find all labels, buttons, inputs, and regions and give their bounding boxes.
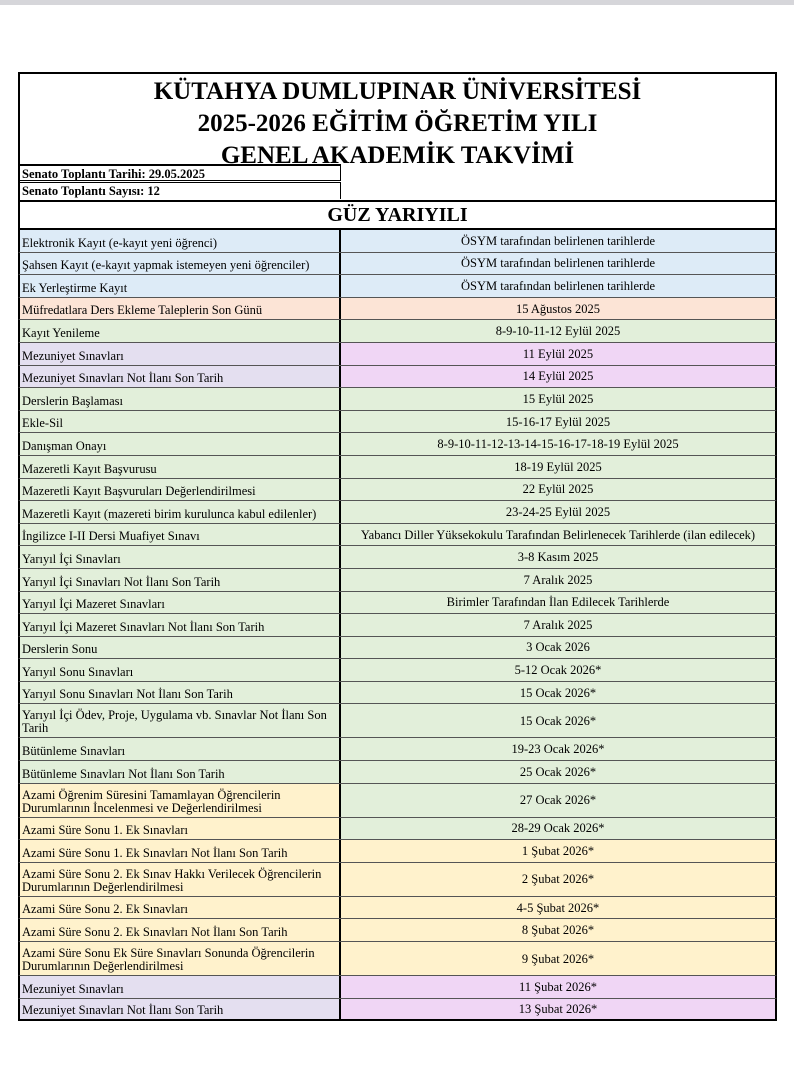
term-title: GÜZ YARIYILI (18, 200, 777, 230)
table-row (18, 230, 777, 253)
date-cell: 27 Ocak 2026* (341, 784, 775, 817)
date-cell: ÖSYM tarafından belirlenen tarihlerde (341, 230, 775, 252)
date-cell: ÖSYM tarafından belirlenen tarihlerde (341, 275, 775, 297)
event-cell: Şahsen Kayıt (e-kayıt yapmak istemeyen yeni öğrenciler) (20, 253, 341, 275)
date-cell: 15 Ocak 2026* (341, 704, 775, 737)
date-cell: 2 Şubat 2026* (341, 863, 775, 896)
event-cell: Mezuniyet Sınavları (20, 343, 341, 365)
event-cell: Azami Süre Sonu 2. Ek Sınavları (20, 897, 341, 919)
table-row (18, 999, 777, 1022)
table-row (18, 942, 777, 976)
event-cell: Mezuniyet Sınavları Not İlanı Son Tarih (20, 999, 341, 1020)
date-cell: 15 Ağustos 2025 (341, 298, 775, 320)
event-cell: Kayıt Yenileme (20, 320, 341, 342)
table-row (18, 524, 777, 547)
date-cell: 7 Aralık 2025 (341, 614, 775, 636)
event-cell: Derslerin Sonu (20, 637, 341, 659)
event-cell: Elektronik Kayıt (e-kayıt yeni öğrenci) (20, 230, 341, 252)
date-cell: 25 Ocak 2026* (341, 761, 775, 783)
table-row (18, 761, 777, 784)
table-row (18, 501, 777, 524)
table-row (18, 818, 777, 841)
date-cell: 9 Şubat 2026* (341, 942, 775, 975)
date-cell: 15 Ocak 2026* (341, 682, 775, 704)
date-cell: 15-16-17 Eylül 2025 (341, 411, 775, 433)
table-row (18, 659, 777, 682)
event-cell: Yarıyıl Sonu Sınavları Not İlanı Son Tarih (20, 682, 341, 704)
calendar-table (18, 230, 777, 1021)
date-cell: 15 Eylül 2025 (341, 388, 775, 410)
table-row (18, 366, 777, 389)
table-row (18, 411, 777, 434)
table-row (18, 897, 777, 920)
date-cell: 3-8 Kasım 2025 (341, 546, 775, 568)
date-cell: 28-29 Ocak 2026* (341, 818, 775, 840)
academic-year-title: 2025-2026 EĞİTİM ÖĞRETİM YILI (197, 110, 598, 137)
window-top-bar (0, 0, 794, 5)
table-row (18, 298, 777, 321)
table-row (18, 840, 777, 863)
event-cell: Azami Süre Sonu 1. Ek Sınavları Not İlanı Son Tarih (20, 840, 341, 862)
event-cell: Yarıyıl İçi Sınavları (20, 546, 341, 568)
event-cell: Müfredatlara Ders Ekleme Taleplerin Son Günü (20, 298, 341, 320)
event-cell: İngilizce I-II Dersi Muafiyet Sınavı (20, 524, 341, 546)
event-cell: Azami Süre Sonu 2. Ek Sınavları Not İlanı Son Tarih (20, 919, 341, 941)
event-cell: Yarıyıl İçi Mazeret Sınavları (20, 592, 341, 614)
university-title: KÜTAHYA DUMLUPINAR ÜNİVERSİTESİ (153, 78, 642, 105)
table-row (18, 456, 777, 479)
date-cell: 4-5 Şubat 2026* (341, 897, 775, 919)
date-cell: 8-9-10-11-12-13-14-15-16-17-18-19 Eylül 2025 (341, 433, 775, 455)
date-cell: 7 Aralık 2025 (341, 569, 775, 591)
event-cell: Danışman Onayı (20, 433, 341, 455)
table-row (18, 976, 777, 999)
table-row (18, 253, 777, 276)
senate-meeting-date: Senato Toplantı Tarihi: 29.05.2025 (20, 164, 341, 181)
table-row (18, 569, 777, 592)
date-cell: 19-23 Ocak 2026* (341, 738, 775, 760)
event-cell: Yarıyıl İçi Ödev, Proje, Uygulama vb. Sınavlar Not İlanı Son Tarih (20, 704, 341, 737)
event-cell: Mezuniyet Sınavları Not İlanı Son Tarih (20, 366, 341, 388)
table-row (18, 320, 777, 343)
event-cell: Derslerin Başlaması (20, 388, 341, 410)
event-cell: Azami Süre Sonu 1. Ek Sınavları (20, 818, 341, 840)
event-cell: Yarıyıl Sonu Sınavları (20, 659, 341, 681)
calendar-title: GENEL AKADEMİK TAKVİMİ (220, 142, 575, 169)
date-cell: 5-12 Ocak 2026* (341, 659, 775, 681)
date-cell: 1 Şubat 2026* (341, 840, 775, 862)
table-row (18, 614, 777, 637)
table-row (18, 919, 777, 942)
date-cell: 14 Eylül 2025 (341, 366, 775, 388)
date-cell: 3 Ocak 2026 (341, 637, 775, 659)
table-row (18, 682, 777, 705)
table-row (18, 784, 777, 818)
event-cell: Bütünleme Sınavları Not İlanı Son Tarih (20, 761, 341, 783)
date-cell: ÖSYM tarafından belirlenen tarihlerde (341, 253, 775, 275)
table-row (18, 546, 777, 569)
event-cell: Mazeretli Kayıt (mazereti birim kurulunca kabul edilenler) (20, 501, 341, 523)
event-cell: Azami Süre Sonu Ek Süre Sınavları Sonunda Öğrencilerin Durumlarının Değerlendirilmesi (20, 942, 341, 975)
calendar-header (18, 72, 777, 200)
event-cell: Mazeretli Kayıt Başvuruları Değerlendirilmesi (20, 479, 341, 501)
date-cell: 18-19 Eylül 2025 (341, 456, 775, 478)
academic-calendar-sheet (18, 72, 777, 1021)
date-cell: Birimler Tarafından İlan Edilecek Tarihlerde (341, 592, 775, 614)
table-row (18, 275, 777, 298)
date-cell: 11 Eylül 2025 (341, 343, 775, 365)
event-cell: Bütünleme Sınavları (20, 738, 341, 760)
event-cell: Mezuniyet Sınavları (20, 976, 341, 998)
table-row (18, 704, 777, 738)
event-cell: Ek Yerleştirme Kayıt (20, 275, 341, 297)
event-cell: Yarıyıl İçi Sınavları Not İlanı Son Tarih (20, 569, 341, 591)
date-cell: 8 Şubat 2026* (341, 919, 775, 941)
date-cell: 11 Şubat 2026* (341, 976, 775, 998)
date-cell: 23-24-25 Eylül 2025 (341, 501, 775, 523)
date-cell: 8-9-10-11-12 Eylül 2025 (341, 320, 775, 342)
date-cell: Yabancı Diller Yüksekokulu Tarafından Belirlenecek Tarihlerde (ilan edilecek) (341, 524, 775, 546)
table-row (18, 479, 777, 502)
senate-meeting-number: Senato Toplantı Sayısı: 12 (20, 182, 341, 199)
table-row (18, 343, 777, 366)
event-cell: Azami Süre Sonu 2. Ek Sınav Hakkı Verilecek Öğrencilerin Durumlarının Değerlendirilmesi (20, 863, 341, 896)
date-cell: 13 Şubat 2026* (341, 999, 775, 1020)
table-row (18, 738, 777, 761)
event-cell: Azami Öğrenim Süresini Tamamlayan Öğrencilerin Durumlarının İncelenmesi ve Değerlendirilmesi (20, 784, 341, 817)
event-cell: Ekle-Sil (20, 411, 341, 433)
table-row (18, 433, 777, 456)
table-row (18, 388, 777, 411)
event-cell: Yarıyıl İçi Mazeret Sınavları Not İlanı Son Tarih (20, 614, 341, 636)
table-row (18, 592, 777, 615)
table-row (18, 637, 777, 660)
event-cell: Mazeretli Kayıt Başvurusu (20, 456, 341, 478)
date-cell: 22 Eylül 2025 (341, 479, 775, 501)
table-row (18, 863, 777, 897)
